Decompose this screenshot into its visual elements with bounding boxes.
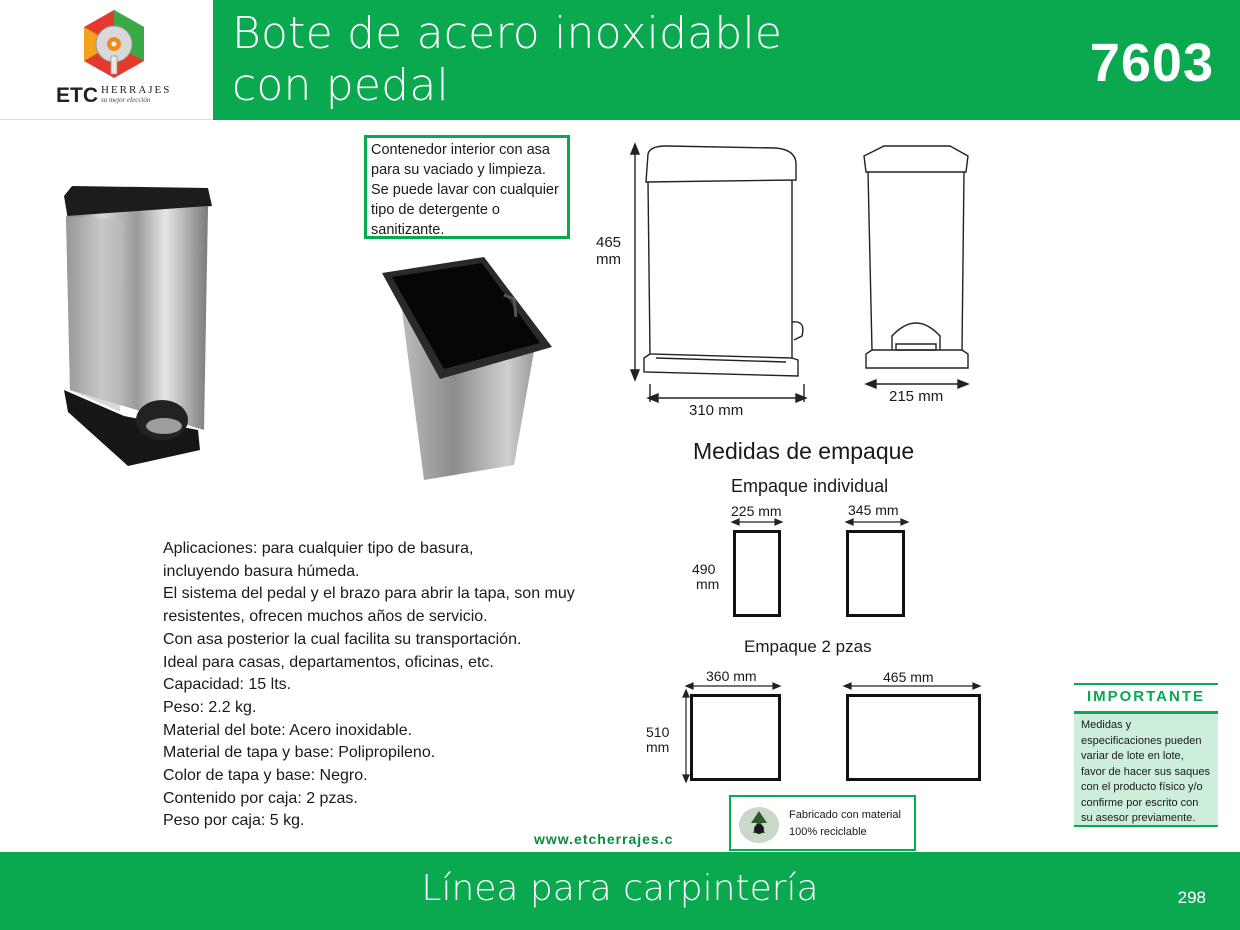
double-height-value: 510 (646, 724, 670, 740)
website-link[interactable]: www.etcherrajes.c (534, 831, 674, 847)
spec-line: Material de tapa y base: Polipropileno. (163, 744, 436, 762)
callout-line: tipo de detergente o (371, 202, 500, 218)
specifications-list (163, 538, 623, 833)
double-box-side (846, 694, 981, 781)
double-width: 360 mm (706, 668, 757, 684)
spec-line: Con asa posterior la cual facilita su transportación. (163, 630, 522, 648)
double-box-front (690, 694, 781, 781)
spec-line: incluyendo basura húmeda. (163, 562, 360, 580)
individual-height-value: 490 (692, 561, 716, 577)
inner-container-callout (364, 135, 570, 239)
spec-line: resistentes, ofrecen muchos años de servicio. (163, 608, 488, 626)
front-width: 310 mm (689, 402, 744, 419)
callout-line: Contenedor interior con asa (371, 142, 550, 158)
important-text: Medidas y especificaciones pueden variar de lote en lote, favor de hacer sus saques con el producto físico y/o confirme por escrito con su asesor previamente. (1074, 711, 1218, 827)
spec-line: Capacidad: 15 lts. (163, 676, 292, 694)
product-code: 7603 (1089, 33, 1214, 93)
double-depth: 465 mm (883, 669, 934, 685)
individual-box-front (733, 530, 781, 617)
logo-slogan: su mejor elección (101, 96, 151, 104)
individual-arrows (728, 517, 918, 527)
important-title: IMPORTANTE (1074, 683, 1218, 709)
spec-line: Contenido por caja: 2 pzas. (163, 789, 358, 807)
logo-area (0, 0, 213, 120)
recycle-icon (737, 803, 781, 845)
logo-brand: ETC (56, 84, 98, 107)
spec-line: Aplicaciones: para cualquier tipo de basura, (163, 540, 474, 557)
double-height-unit: mm (646, 739, 670, 755)
height-unit: mm (596, 251, 621, 268)
spec-line: Color de tapa y base: Negro. (163, 767, 368, 785)
inner-bucket-photo (378, 255, 553, 480)
individual-depth: 345 mm (848, 502, 899, 518)
recycle-line-1: Fabricado con material (789, 809, 901, 821)
spec-line: El sistema del pedal y el brazo para abrir la tapa, son muy (163, 585, 575, 603)
important-notice (1074, 683, 1218, 829)
individual-width: 225 mm (731, 503, 782, 519)
callout-line: Se puede lavar con cualquier (371, 182, 559, 198)
individual-height-unit: mm (696, 576, 720, 592)
title-line-2: con pedal (232, 60, 449, 111)
callout-line: para su vaciado y limpieza. (371, 162, 546, 178)
individual-pack-title: Empaque individual (731, 476, 889, 496)
individual-box-side (846, 530, 905, 617)
recycle-badge (729, 795, 916, 851)
logo-name: HERRAJES (101, 84, 172, 96)
recycle-line-2: 100% reciclable (789, 826, 867, 838)
callout-line: sanitizante. (371, 222, 445, 238)
spec-line: Peso: 2.2 kg. (163, 698, 257, 716)
page-title (232, 8, 872, 112)
product-line: Línea para carpintería (421, 868, 819, 909)
page-number: 298 (1177, 888, 1206, 907)
spec-line: Material del bote: Acero inoxidable. (163, 721, 413, 739)
title-line-1: Bote de acero inoxidable (232, 8, 783, 59)
side-width: 215 mm (889, 388, 944, 405)
spec-line: Peso por caja: 5 kg. (163, 812, 305, 830)
height-value: 465 (596, 234, 622, 251)
spec-line: Ideal para casas, departamentos, oficinas, etc. (163, 653, 494, 671)
packaging-title: Medidas de empaque (693, 438, 915, 464)
logo-hexagon-icon (82, 8, 146, 80)
double-pack-title: Empaque 2 pzas (744, 637, 872, 656)
technical-drawing (626, 140, 976, 410)
product-photo (58, 180, 216, 470)
